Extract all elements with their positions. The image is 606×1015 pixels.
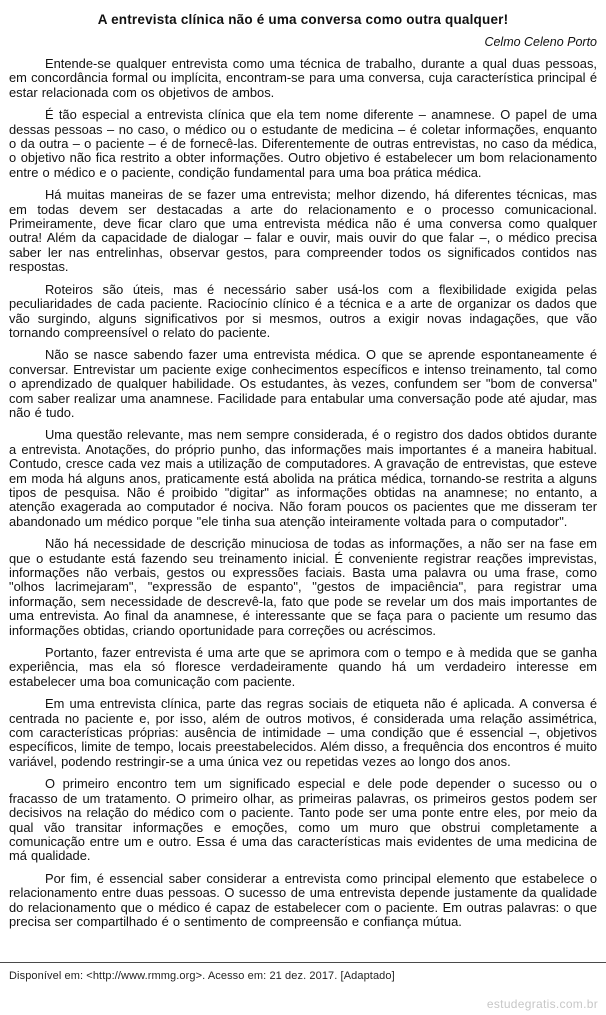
- watermark: estudegratis.com.br: [486, 997, 598, 1011]
- paragraph: Entende-se qualquer entrevista como uma técnica de trabalho, durante a qual duas pessoas, em concordância formal ou implícita, encontram-se para uma conversa, cuja característica principal é estar relacionada com os objetivos de ambos.: [9, 56, 597, 100]
- paragraph: Em uma entrevista clínica, parte das regras sociais de etiqueta não é aplicada. A conversa é centrada no paciente e, por isso, além de outros motivos, é considerada uma relação assimétrica, com características próprias: ausência de intimidade – uma condição que é essencial –, objetivos específicos, limite de tempo, locais preestabelecidos. Além disso, a frequência dos encontros é muito variável, podendo restringir-se a uma única vez ou repetidas vezes ao longo dos anos.: [9, 696, 597, 769]
- paragraph: Não há necessidade de descrição minuciosa de todas as informações, a não ser na fase em que o estudante está fazendo seu treinamento inicial. É conveniente registrar reações imprevistas, informações não verbais, gestos ou expressões faciais. Basta uma palavra ou uma frase, como "olhos lacrimejaram", "expressão de espanto", "gestos de impaciência", para registrar uma informação, sem necessidade de descrevê-la, fato que pode se revelar um dos mais importantes de uma entrevista. Ao final da anamnese, é interessante que se faça para o paciente um resumo das informações obtidas, criando oportunidade para correções ou acréscimos.: [9, 536, 597, 638]
- paragraph: É tão especial a entrevista clínica que ela tem nome diferente – anamnese. O papel de uma dessas pessoas – no caso, o médico ou o estudante de medicina – é coletar informações, enquanto o da outra – o paciente – é de fornecê-las. Diferentemente de outras entrevistas, no caso da médica, o objetivo não fica restrito a obter informações. Outro objetivo é estabelecer um bom relacionamento entre o médico e o paciente, condição fundamental para uma boa prática médica.: [9, 107, 597, 180]
- source-footer: [0, 962, 606, 984]
- document-body: [9, 57, 597, 929]
- paragraph: Roteiros são úteis, mas é necessário saber usá-los com a flexibilidade exigida pelas peculiaridades de cada paciente. Raciocínio clínico é a técnica e a arte de organizar os dados que vão surgindo, alguns significativos por si mesmos, outros a exigir novas indagações, que vão tornando compreensível o relato do paciente.: [9, 281, 597, 340]
- author-byline: Celmo Celeno Porto: [484, 35, 597, 49]
- paragraph: Uma questão relevante, mas nem sempre considerada, é o registro dos dados obtidos durante a entrevista. Anotações, do próprio punho, das informações mais importantes é a maneira habitual. Contudo, cresce cada vez mais a utilização de computadores. A gravação de entrevistas, que esteve em moda há alguns anos, praticamente está abolida na prática médica, tornando-se restrita a alguns tipos de pesquisa. Não é proibido "digitar" as informações obtidas na anamnese; no entanto, a atenção exagerada ao computador é nociva. Não foram poucos os pacientes que me disseram ter abandonado um médico porque "ele tinha sua atenção inteiramente voltada para o computador".: [9, 427, 597, 529]
- paragraph: Portanto, fazer entrevista é uma arte que se aprimora com o tempo e à medida que se ganha experiência, mas ela só floresce verdadeiramente quando há um verdadeiro interesse em estabelecer uma boa comunicação com paciente.: [9, 645, 597, 689]
- paragraph: Há muitas maneiras de se fazer uma entrevista; melhor dizendo, há diferentes técnicas, mas em todas devem ser destacadas a arte do relacionamento e o processo comunicacional. Primeiramente, deve ficar claro que uma entrevista médica não é uma conversa como qualquer outra! Além da capacidade de dialogar – falar e ouvir, mais ouvir do que falar –, o médico precisa saber ler nas entrelinhas, observar gestos, para compreender todos os significados contidos nas respostas.: [9, 187, 597, 275]
- paragraph: O primeiro encontro tem um significado especial e dele pode depender o sucesso ou o fracasso de um tratamento. O primeiro olhar, as primeiras palavras, os primeiros gestos podem ser decisivos na relação do médico com o paciente. Tanto pode ser uma ponte entre eles, por meio da qual vão transitar informações e emoções, como um muro que obstrui completamente a comunicação entre um e outro. Essa é uma das características mais evidentes de uma medicina de má qualidade.: [9, 776, 597, 864]
- document-title: A entrevista clínica não é uma conversa como outra qualquer!: [97, 12, 509, 27]
- paragraph: Por fim, é essencial saber considerar a entrevista como principal elemento que estabelece o relacionamento entre duas pessoas. O sucesso de uma entrevista depende justamente da qualidade do relacionamento que o médico é capaz de estabelecer com o paciente. Em outras palavras: o que precisa ser compartilhado é o sentimento de compreensão e confiança mútua.: [9, 870, 597, 929]
- source-citation: Disponível em: <http://www.rmmg.org>. Acesso em: 21 dez. 2017. [Adaptado]: [9, 970, 395, 982]
- paragraph: Não se nasce sabendo fazer uma entrevista médica. O que se aprende espontaneamente é conversar. Entrevistar um paciente exige conhecimentos específicos e intenso treinamento, tal como o aprendizado de qualquer habilidade. Os estudantes, às vezes, confundem ser "bom de conversa" com saber realizar uma anamnese. Facilidade para entabular uma conversação pode até ajudar, mas não é tudo.: [9, 347, 597, 420]
